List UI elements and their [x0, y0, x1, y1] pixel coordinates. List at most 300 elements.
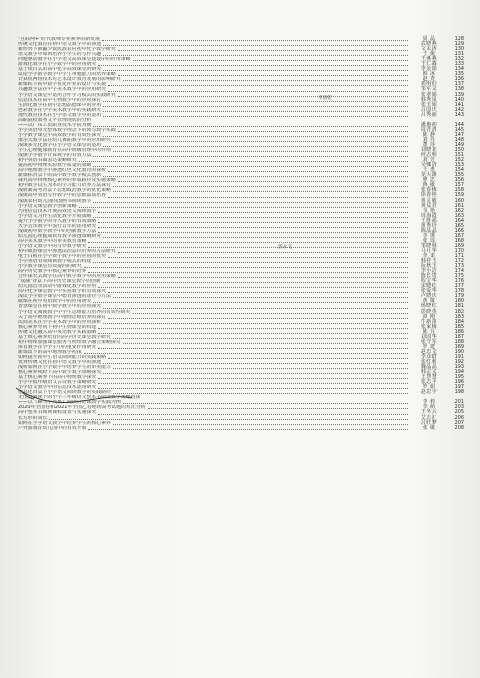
- toc-leader-dots: [103, 237, 408, 238]
- toc-leader-dots: [103, 101, 408, 102]
- toc-entry-page: 156: [454, 177, 464, 184]
- toc-entry-title: 信息技术在高中生物教学中的应用探讨: [18, 97, 102, 103]
- toc-leader-dots: [103, 111, 408, 112]
- toc-entry-author: 张家梅: [420, 323, 438, 330]
- toc-entry-title: 智慧课堂在初中数学教学中的应用探究: [18, 304, 102, 310]
- toc-leader-dots: [103, 106, 408, 107]
- toc-entry-title: 浅谈农村幼儿园的图画书阅读教学: [18, 198, 92, 204]
- toc-entry-page: 205: [454, 409, 464, 416]
- toc-leader-dots: [103, 116, 408, 117]
- toc-leader-dots: [103, 146, 408, 147]
- toc-entry-author: 王 勇: [422, 167, 436, 174]
- toc-entry-page: 169: [454, 242, 464, 249]
- toc-entry-title: 巧用信息技术开展高效语文阅读教学: [18, 208, 97, 214]
- toc-entry-page: 140: [454, 96, 464, 103]
- toc-entry-author: 李小洁: [420, 268, 438, 275]
- toc-leader-dots: [103, 55, 408, 56]
- toc-entry-title: 核心素养视野下高中数学教学策略探究: [18, 370, 102, 376]
- toc-entry-page: 144: [454, 121, 464, 128]
- toc-entry-title: 学生心理健康教育在高中班级管理中的作用: [18, 148, 111, 154]
- toc-entry-author: 彭晓英: [420, 308, 438, 315]
- toc-entry-page: 128: [454, 36, 464, 42]
- toc-entry-page: 154: [454, 167, 464, 174]
- toc-leader-dots: [93, 262, 408, 263]
- toc-entry-author: 罗 娟: [422, 384, 436, 391]
- toc-entry-page: 189: [454, 343, 464, 350]
- toc-entry-page: 161: [454, 202, 464, 209]
- toc-entry-title: 基于核心素养培育的高中历史课堂教学研究: [18, 334, 111, 340]
- toc-entry-title: 小学语文课堂教学创新策略: [18, 203, 77, 209]
- toc-entry-title: 初中英语书面表达策略研究: [18, 158, 77, 164]
- toc-entry-page: 132: [454, 56, 464, 63]
- toc-entry-author: 赵思宇: [420, 389, 438, 396]
- toc-entry-title: 2020年全国卷和2021年全国乙卷地理高考试题的对比分析: [18, 405, 146, 411]
- toc-entry-author: 刘 芳: [422, 157, 436, 164]
- toc-entry-author: 徐春艳: [420, 192, 438, 199]
- toc-entry-page: 174: [454, 268, 464, 275]
- toc-entry-page: 170: [454, 247, 464, 254]
- toc-entry-title: 探究高中物理核心素养的养成路径及实施策略: [18, 178, 116, 184]
- toc-entry-author: 卢晓庆: [420, 293, 438, 300]
- toc-entry-author: 马月华: [420, 247, 438, 254]
- toc-entry-title: 信息化背景下小学语文阅读教学的实践路径: [18, 390, 111, 396]
- toc-leader-dots: [118, 50, 408, 51]
- toc-entry-title: 初中政治课堂中渗透法治意识培养的方法研究: [18, 248, 116, 254]
- toc-entry-title: 微课在初中英语教学中的应用研究: [18, 299, 92, 305]
- toc-leader-dots: [108, 171, 408, 172]
- toc-entry-page: 147: [454, 131, 464, 138]
- toc-leader-dots: [133, 60, 409, 61]
- toc-entry-title: "双减"背景下高中历史课堂教学的创新: [18, 279, 101, 285]
- toc-entry-title: 小学数学课堂中高效教学的有效性探究: [18, 132, 102, 138]
- toc-entry-author: 艾志汇: [420, 414, 438, 421]
- toc-entry-author: 邹军义: [420, 86, 438, 93]
- toc-entry-title: 提高初中物理实验教学质量的策略: [18, 163, 92, 169]
- toc-leader-dots: [103, 136, 408, 137]
- toc-leader-dots: [79, 161, 408, 162]
- toc-leader-dots: [148, 408, 408, 409]
- toc-entry-page: 197: [454, 384, 464, 391]
- toc-leader-dots: [93, 302, 408, 303]
- toc-entry-page: 134: [454, 66, 464, 73]
- toc-entry-title: 高中历史教学中核心素养的培养: [18, 269, 87, 275]
- toc-entry-title: 计算机网络技术对艺术设计教育发展的影响研究: [18, 77, 121, 83]
- toc-leader-dots: [93, 202, 408, 203]
- toc-entry-author: 牛新苗: [420, 318, 438, 325]
- toc-entry-title: 大学音乐教学中流行音乐的运用研究: [18, 223, 97, 229]
- toc-entry-author: 张 瑶: [422, 237, 436, 244]
- toc-entry-page: 143: [454, 111, 464, 118]
- toc-entry-author: 阮秋玉: [420, 263, 438, 270]
- toc-entry-author: 黄灵敏: [420, 197, 438, 204]
- toc-entry-page: 206: [454, 414, 464, 421]
- toc-entry-page: 193: [454, 364, 464, 371]
- toc-entry-title: 试论小学数学教学中学生审题能力的培养策略: [18, 72, 116, 78]
- toc-entry-page: 167: [454, 232, 464, 239]
- toc-leader-dots: [93, 217, 408, 218]
- toc-entry-author: 李彦群: [420, 353, 438, 360]
- toc-entry-title: 现代教育技术在小学语文教学中的运用: [18, 112, 102, 118]
- toc-entry-author: 韦 艳: [422, 207, 436, 214]
- toc-entry-page: 180: [454, 298, 464, 305]
- toc-entry-author: 程宝华: [420, 278, 438, 285]
- toc-entry-page: 149: [454, 141, 464, 148]
- table-of-contents: [18, 37, 464, 431]
- toc-leader-dots: [103, 70, 408, 71]
- toc-leader-dots: [103, 373, 408, 374]
- toc-entry-author: 韩 冰: [422, 71, 436, 78]
- toc-entry-page: 129: [454, 41, 464, 48]
- toc-entry-title: 幼儿园心理健康教育教学渗透策略研究: [18, 233, 102, 239]
- toc-entry-author: 韩宗义: [420, 369, 438, 376]
- toc-entry-title: 传统文化教育在初中语文教学中的渗透: [18, 42, 102, 48]
- toc-entry-title: 小学语文习作生活化教学开展策略: [18, 213, 92, 219]
- toc-entry-author: 刘晓菲: [420, 147, 438, 154]
- toc-entry-title: 传统文化融入高中英语教学实践策略: [18, 329, 97, 335]
- toc-entry-title: 浅谈多元化教学在小学语文课堂的运用: [18, 142, 102, 148]
- toc-leader-dots: [98, 227, 408, 228]
- toc-entry-author: 李 柔: [422, 253, 436, 260]
- toc-entry-author: 张春梅: [420, 187, 438, 194]
- toc-entry-author: 赵 青: [422, 76, 436, 83]
- toc-entry-page: 171: [454, 253, 464, 260]
- toc-entry-author: 谭 刚: [422, 313, 436, 320]
- toc-entry-title: 小学语文课堂中运用合作学习模式的实践研究: [18, 92, 116, 98]
- toc-entry-author: 张红莉: [420, 359, 438, 365]
- toc-entry-page: 133: [454, 61, 464, 68]
- toc-entry-title: 幼儿园音乐活动中游戏化教学的应用: [18, 284, 97, 290]
- toc-entry-title: 新形势下新疆少数民族农村初中化学教学研究: [18, 47, 116, 53]
- toc-entry-page: 177: [454, 283, 464, 290]
- toc-entry-page: 139: [454, 91, 464, 98]
- toc-entry-page: 175: [454, 273, 464, 280]
- toc-entry-title: 基于核心素养下的高中物理教学探究: [18, 375, 97, 381]
- toc-entry: [18, 426, 464, 431]
- toc-entry-page: 160: [454, 197, 464, 204]
- toc-entry-page: 195: [454, 374, 464, 381]
- handwritten-margin-note: 郭永飞: [278, 245, 292, 250]
- toc-leader-dots: [98, 287, 408, 288]
- toc-entry-author: 陈晶晶: [420, 227, 438, 234]
- toc-entry-author: 吕秀丽: [420, 111, 438, 118]
- toc-entry-page: 191: [454, 353, 464, 360]
- toc-leader-dots: [108, 257, 408, 258]
- toc-entry-page: 138: [454, 86, 464, 93]
- toc-leader-dots: [98, 222, 408, 223]
- toc-leader-dots: [123, 403, 408, 404]
- toc-entry-title: 奥尔夫教学法在幼儿舞蹈教学中的应用研究: [18, 137, 111, 143]
- toc-leader-dots: [88, 242, 408, 243]
- toc-entry-title: 关于高中地理教学中地理思维培养的探讨: [18, 314, 107, 320]
- toc-leader-dots: [118, 181, 408, 182]
- toc-entry-page: 163: [454, 212, 464, 219]
- toc-entry-title: 如何提升初中生语文阅读能力的实践策略: [18, 354, 107, 360]
- toc-entry-page: 186: [454, 328, 464, 335]
- toc-entry-page: 168: [454, 237, 464, 244]
- toc-entry-page: 135: [454, 71, 464, 78]
- toc-entry-author: 王胜福: [420, 217, 438, 224]
- toc-entry-title: 新课程下初中数学优化作业的设计与实施: [18, 82, 107, 88]
- toc-entry-page: 201: [454, 399, 464, 406]
- toc-entry-author: 宋晓红: [420, 283, 438, 290]
- toc-entry-title: 小学中低年级语文古诗教学策略研究: [18, 380, 97, 386]
- toc-entry-title: 核心素养导向下初中生物课堂的构建: [18, 324, 97, 330]
- toc-entry-page: 145: [454, 126, 464, 133]
- toc-entry-page: 165: [454, 222, 464, 229]
- toc-entry-page: 179: [454, 293, 464, 300]
- toc-entry-title: 小学英语单元整体教学理念下的读写教学实践: [18, 127, 116, 133]
- toc-entry-author: 董 莎: [422, 141, 436, 148]
- toc-entry-title: 高职院校教务文字管理现状的分析: [18, 117, 92, 123]
- toc-leader-dots: [103, 176, 408, 177]
- toc-entry-author: 邹晓林: [420, 242, 438, 249]
- toc-leader-dots: [49, 419, 408, 420]
- toc-entry-title: ——以《蜂鸟小英雄》阅读讨论课教学实践为例: [18, 400, 121, 406]
- toc-leader-dots: [84, 267, 408, 268]
- toc-entry-title: 浅议小学数学课堂中德育渗透的途径与方法: [18, 294, 111, 300]
- toc-entry-author: 王慧慧: [420, 374, 438, 381]
- toc-entry-page: 182: [454, 308, 464, 315]
- toc-entry-author: 黄 敬: [422, 298, 436, 305]
- toc-entry-title: 语文教学中如何培养小学生的写作兴趣: [18, 52, 102, 58]
- toc-entry-title: 初中数学以生为本的学习能力培养方法探讨: [18, 183, 111, 189]
- toc-entry-page: 198: [454, 389, 464, 396]
- toc-entry-author: 文永涛: [420, 46, 438, 53]
- toc-entry-page: 185: [454, 323, 464, 330]
- toc-entry-page: 152: [454, 157, 464, 164]
- toc-leader-dots: [93, 156, 408, 157]
- toc-leader-dots: [113, 151, 408, 152]
- toc-entry-title: 长方形的周长: [18, 415, 48, 421]
- toc-entry-title: 浅谈初中数学教学中的创新教学方法: [18, 228, 97, 234]
- toc-entry-author: 龙大雄: [420, 172, 438, 179]
- toc-entry-author: 张志平: [420, 379, 438, 386]
- toc-leader-dots: [113, 393, 408, 394]
- toc-entry-title: 高中美术教学中的审美教育策略: [18, 238, 87, 244]
- toc-leader-dots: [98, 414, 408, 415]
- toc-leader-dots: [93, 166, 408, 167]
- toc-entry-title: 新课改下的高中地理教学初探: [18, 349, 82, 355]
- toc-leader-dots: [88, 272, 408, 273]
- toc-entry-author: 王燕燕: [420, 56, 438, 63]
- toc-leader-dots: [88, 429, 408, 430]
- toc-entry-page: 166: [454, 227, 464, 234]
- toc-leader-dots: [93, 126, 408, 127]
- toc-leader-dots: [113, 141, 408, 142]
- toc-entry-title: 高中化学课堂教学中实验教学的有效探究: [18, 289, 107, 295]
- toc-entry-author: 何志明: [420, 152, 438, 159]
- toc-entry-page: 173: [454, 263, 464, 270]
- toc-entry-author: 邓明伯: [420, 81, 438, 88]
- toc-entry-title: 高中整本书阅读课程设置与实施探究: [18, 410, 97, 416]
- toc-entry-author: 周海霞: [420, 212, 438, 219]
- toc-entry-author: 张 敏: [422, 424, 436, 431]
- toc-leader-dots: [98, 212, 408, 213]
- toc-entry-page: 159: [454, 192, 464, 199]
- toc-entry-author: 蒋 敏: [422, 182, 436, 189]
- toc-entry-page: 172: [454, 258, 464, 265]
- toc-entry-title: 问题驱动教学在小学语文高效课堂建设中的应用策略: [18, 57, 131, 63]
- toc-leader-dots: [103, 282, 408, 283]
- toc-entry-page: 131: [454, 51, 464, 58]
- toc-entry-page: 187: [454, 333, 464, 340]
- toc-entry-page: 151: [454, 152, 464, 159]
- toc-entry-title: 兴趣教学法在中学美术教学中的应用研究: [18, 87, 107, 93]
- toc-entry-author: 陈长贵: [420, 273, 438, 280]
- toc-leader-dots: [113, 424, 408, 425]
- toc-leader-dots: [133, 313, 409, 314]
- toc-leader-dots: [103, 308, 408, 309]
- toc-leader-dots: [113, 368, 408, 369]
- toc-entry-page: 181: [454, 303, 464, 310]
- toc-entry-title: 小学数学课堂有效提问的研究: [18, 264, 82, 270]
- toc-entry-page: 184: [454, 318, 464, 325]
- toc-entry-title: 民间美术在小学美术教学中的应用探析: [18, 319, 102, 325]
- toc-leader-dots: [113, 186, 408, 187]
- toc-entry-page: 208: [454, 424, 464, 431]
- toc-leader-dots: [108, 91, 408, 92]
- toc-leader-dots: [118, 96, 408, 97]
- toc-leader-dots: [88, 247, 408, 248]
- toc-leader-dots: [113, 191, 408, 192]
- toc-entry-title: "互联网+"时代教师专业素养的新发展: [18, 37, 100, 42]
- toc-entry-title: 游戏化教学在小学数学中的应用研究: [18, 62, 97, 68]
- toc-leader-dots: [98, 378, 408, 379]
- toc-leader-dots: [98, 388, 408, 389]
- toc-entry-title: 浅谈小学数学计算教学的有效方法: [18, 153, 92, 159]
- toc-entry-author: 魏晶晶: [420, 364, 438, 371]
- toc-entry-page: 137: [454, 81, 464, 88]
- toc-entry-title: 小学语文教学中的写作教学研究: [18, 243, 87, 249]
- toc-entry-page: 136: [454, 76, 464, 83]
- toc-entry-author: 张翠娟: [420, 91, 438, 98]
- toc-entry-title: 浅析新高考背景下思想政治教学的优化策略: [18, 188, 111, 194]
- toc-leader-dots: [98, 348, 408, 349]
- toc-entry-page: 194: [454, 369, 464, 376]
- toc-leader-dots: [98, 328, 408, 329]
- toc-entry-title: 体育教学在小学生中的重要作用研究: [18, 344, 97, 350]
- toc-entry-author: 杨晓红: [420, 303, 438, 310]
- toc-entry-page: 155: [454, 172, 464, 179]
- toc-leader-dots: [98, 232, 408, 233]
- toc-entry-author: 韩祥玉: [420, 258, 438, 265]
- toc-entry-title: 小学英语有效阅读教学模式的构建: [18, 259, 92, 265]
- toc-entry-author: 吕旺梦: [420, 419, 438, 426]
- toc-entry-author: 王 俊: [422, 51, 436, 58]
- toc-leader-dots: [102, 40, 408, 41]
- toc-entry-author: 武晓燕: [420, 41, 438, 48]
- toc-leader-dots: [103, 323, 408, 324]
- toc-leader-dots: [113, 338, 408, 339]
- toc-entry-title: ——以广东工贸职业技术学院为例: [18, 122, 92, 128]
- toc-entry-author: 刘国华: [420, 333, 438, 340]
- toc-entry-author: 廖 忠: [422, 177, 436, 184]
- toc-entry-page: 130: [454, 46, 464, 53]
- toc-entry-page: 162: [454, 207, 464, 214]
- toc-leader-dots: [118, 252, 408, 253]
- toc-leader-dots: [103, 363, 408, 364]
- toc-entry-title: 无压力阅读下的小学三年级语文整本书阅读教学策略初探: [18, 395, 141, 401]
- toc-entry-author: 王仁森: [420, 61, 438, 68]
- toc-leader-dots: [108, 358, 408, 359]
- toc-leader-dots: [108, 197, 408, 198]
- toc-entry-author: 刘 丹: [422, 136, 436, 143]
- toc-entry-author: 周 晶: [422, 36, 436, 42]
- toc-entry-author: 李 莉: [422, 399, 436, 406]
- toc-entry-author: 黄秀玲: [420, 222, 438, 229]
- toc-entry-page: 157: [454, 182, 464, 189]
- toc-leader-dots: [113, 297, 408, 298]
- toc-entry-page: 178: [454, 288, 464, 295]
- toc-entry-title: 如何在小学语文教学中培养学生的核心素养: [18, 420, 111, 426]
- toc-leader-dots: [123, 343, 408, 344]
- toc-entry-title: 新课标背景下的高中数学教学模式创新: [18, 173, 102, 179]
- toc-entry-page: 153: [454, 162, 464, 169]
- toc-entry-title: 浅析如何在小学数学中培养学生的审美能力: [18, 365, 111, 371]
- toc-entry-author: 李 瑛: [422, 232, 436, 239]
- toc-leader-dots: [108, 85, 408, 86]
- toc-entry-title: 生活化教学在初中思想品德课中的应用: [18, 102, 102, 108]
- toc-entry-author: 吴娜清: [420, 162, 438, 169]
- toc-leader-dots: [98, 383, 408, 384]
- toc-entry-author: 韩秀凤: [420, 96, 438, 103]
- toc-entry-title: 高中地理教学中渗透红色文化教育的探析: [18, 168, 107, 174]
- toc-leader-dots: [108, 292, 408, 293]
- toc-entry-title: 小学语文阅读教学中学生思维能力培养的有效性研究: [18, 309, 131, 315]
- toc-entry-page: 176: [454, 278, 464, 285]
- toc-entry-title: 户外游戏在幼儿园中的有效开展: [18, 425, 87, 431]
- toc-leader-dots: [118, 277, 408, 278]
- toc-entry-title: 小学语文教学中的信息技术运用研究: [18, 385, 97, 391]
- toc-entry-author: 王冬云: [420, 409, 438, 416]
- toc-entry-page: 142: [454, 106, 464, 113]
- toc-entry-author: 黄益君: [420, 202, 438, 209]
- toc-leader-dots: [108, 318, 408, 319]
- toc-entry-page: 183: [454, 313, 464, 320]
- toc-entry-title: 基于项目式的高中化学高效课堂的研究: [18, 67, 102, 73]
- toc-entry-author: 李金娟: [420, 66, 438, 73]
- toc-entry-author: 周晋清: [420, 126, 438, 133]
- toc-entry-title: 合作探究式教学在高中数学教学中的应用策略: [18, 274, 116, 280]
- toc-leader-dots: [84, 353, 408, 354]
- toc-entry-author: 张爱华: [420, 288, 438, 295]
- toc-entry-title: 提升小学数学的导入教学的有效策略: [18, 218, 97, 224]
- toc-leader-dots: [118, 75, 408, 76]
- toc-entry-author: 赵忠文: [420, 348, 438, 355]
- toc-leader-dots: [103, 45, 408, 46]
- toc-entry-title: 优秀传统文化在初中语文教学中的渗透: [18, 360, 102, 365]
- toc-entry-title: 电子白板在小学数学教学中的应用的优势: [18, 254, 107, 260]
- toc-entry-author: 陈 芬: [422, 328, 436, 335]
- toc-entry-page: 188: [454, 338, 464, 345]
- toc-entry-author: 张守军: [420, 338, 438, 345]
- toc-entry-page: 196: [454, 379, 464, 386]
- toc-leader-dots: [79, 207, 408, 208]
- toc-leader-dots: [123, 80, 408, 81]
- toc-entry-page: 207: [454, 419, 464, 426]
- toc-entry-page: 190: [454, 348, 464, 355]
- toc-entry-title: 色彩教学在小学美术教学中的实践研究: [18, 107, 102, 113]
- toc-entry-page: 141: [454, 101, 464, 108]
- toc-entry-page: 158: [454, 187, 464, 194]
- toc-entry-page: 148: [454, 136, 464, 143]
- toc-entry-author: 李 萌: [422, 404, 436, 411]
- toc-entry-author: 潘惠初: [420, 121, 438, 128]
- toc-entry-title: 初中物理加强课堂服务与物理教学融合策略探讨: [18, 339, 121, 345]
- toc-entry-page: 192: [454, 359, 464, 365]
- toc-leader-dots: [98, 333, 408, 334]
- toc-entry-author: 陈 静: [422, 131, 436, 138]
